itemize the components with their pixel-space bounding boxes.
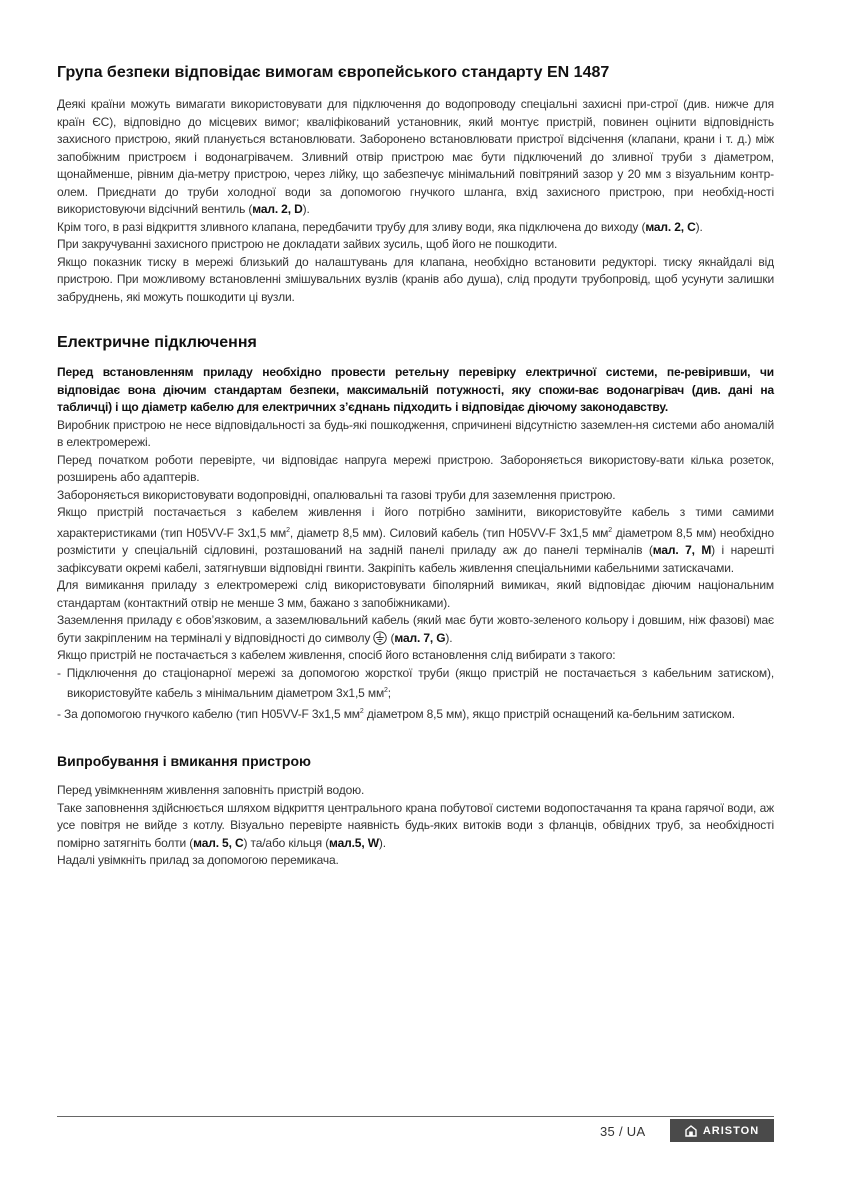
paragraph-electrical-6 <box>57 612 774 647</box>
footer-divider <box>57 1116 774 1117</box>
paragraph-safety-2 <box>57 219 774 237</box>
figure-ref: мал.5, W <box>329 835 379 850</box>
text-run: Заземлення приладу є обов’язковим, а заземлювальний кабель (який має бути жовто-зеленого кольору і довшим, ніж фазові) має бути закріпленим на терміналі у відповідності до символу <box>57 613 774 645</box>
figure-ref: мал. 7, M <box>652 543 712 557</box>
paragraph-electrical-5: Для вимикання приладу з електромережі слід використовувати біполярний вимикач, який відповідає діючим національним стандартам (контактний отвір не менше 3 мм, бажано з запобіжниками). <box>57 578 774 610</box>
text-run: ) і нарешті зафіксувати окремі кабелі, затягнувши відповідні гвинти. Закріпіть кабель живлення спеціальними кабельними затискачами. <box>57 543 774 575</box>
superscript: 2 <box>359 707 364 715</box>
superscript: 2 <box>608 526 613 534</box>
text-run: - За допомогою гнучкого кабелю (тип H05VV-F 3x1,5 мм <box>57 706 360 721</box>
paragraph-electrical-4 <box>57 504 774 577</box>
heading-electrical: Електричне підключення <box>57 334 257 351</box>
text-run: ). <box>378 835 386 850</box>
superscript: 2 <box>384 687 388 694</box>
heading-testing: Випробування і вмикання пристрою <box>57 753 311 769</box>
list-item <box>57 703 774 724</box>
text-run: діаметром 8,5 мм) необхідно розмістити у спеціальній сідловині, розташований на задній панелі приладу аж до панелі терміналів ( <box>57 525 774 557</box>
ground-symbol-icon <box>373 631 387 645</box>
text-run: ; <box>387 686 391 700</box>
text-run: діаметром 8,5 мм), якщо пристрій оснащений ка-бельним затиском. <box>363 706 735 721</box>
list-item <box>57 665 774 703</box>
brand-badge <box>670 1119 774 1142</box>
text-run: ( <box>387 630 395 645</box>
paragraph-testing-2 <box>57 800 774 853</box>
text-run: Якщо пристрій постачається з кабелем живлення і його потрібно замінити, використовуйте кабель з тими самими характеристиками (тип H05VV-F 3x1,5 мм <box>57 505 774 540</box>
paragraph-safety-4: Якщо показник тиску в мережі близький до налаштувань для клапана, необхідно встановити редукторі. тиску якнайдалі від пристрою. При можливому встановленні змішувальних вузлів (кранів або душа), слід продути трубопровід, щоб усунути залишки забруднень, які можуть пошкодити ці вузли. <box>57 254 774 304</box>
paragraph-electrical-2: Перед початком роботи перевірте, чи відповідає напруга мережі пристрою. Забороняється використову-вати кілька розеток, розширень або адаптерів. <box>57 452 774 484</box>
paragraph-electrical-3: Забороняється використовувати водопровідні, опалювальні та газові труби для заземлення пристрою. <box>57 487 616 502</box>
text-run: - Підключення до стаціонарної мережі за допомогою жорсткої труби (якщо пристрій не постачається з кабельним затиском), використовуйте кабель з мінімальним діаметром 3x1,5 мм <box>57 665 774 700</box>
heading-safety-group: Група безпеки відповідає вимогам європейського стандарту EN 1487 <box>57 64 610 81</box>
ariston-logo-icon <box>685 1125 697 1137</box>
paragraph-safety-1 <box>57 96 774 219</box>
text-run: Крім того, в разі відкриття зливного клапана, передбачити трубу для зливу води, яка підключена до виходу ( <box>57 219 646 234</box>
text-run: Таке заповнення здійснюється шляхом відкриття центрального крана побутової системи водопостачання та крана гарячої води, аж усе повітря не вийде з котлу. Візуально перевірте наявність будь-яких витоків води з фланців, обвідних труб, за необхідності помірно затягніть болти ( <box>57 800 774 850</box>
figure-ref: мал. 7, G <box>394 630 446 645</box>
figure-ref: мал. 2, C <box>645 219 696 234</box>
text-run: ). <box>445 630 453 645</box>
paragraph-testing-1: Перед увімкненням живлення заповніть пристрій водою. <box>57 783 365 797</box>
page-content <box>57 62 774 870</box>
superscript: 2 <box>286 526 290 534</box>
text-run: , діаметр 8,5 мм). Силовий кабель (тип H05VV-F 3x1,5 мм <box>289 525 609 540</box>
text-run: Деякі країни можуть вимагати використовувати для підключення до водопроводу спеціальні захисні при-строї (див. нижче для країн ЄС), відповідно до місцевих вимог; кваліфікований установник, який монтує пристрій, повинен оцінити відповідність захисного пристрою, який планується встановлювати. Заборонено встановлювати пристрої відсічення (клапани, крани і т. д.) між запобіжним пристроєм і водонагрівачем. Зливний отвір пристрою має бути підключений до зливної труби з діаметром, щонайменше, рівним діа-метру пристрою, через лійку, що забезпечує мінімальний повітряний зазор у 20 мм з візуальним контр- олем. Приєднати до труби холодної води за допомогою гнучкого шланга, вхід захисного пристрою, при необхід-ності використовуючи відсічний вентиль ( <box>57 97 774 216</box>
text-run: ). <box>695 219 703 234</box>
figure-ref: мал. 5, C <box>193 835 244 850</box>
paragraph-testing-3: Надалі увімкніть прилад за допомогою перемикача. <box>57 853 339 867</box>
paragraph-electrical-7: Якщо пристрій не постачається з кабелем живлення, спосіб його встановлення слід вибирати з такого: <box>57 648 616 662</box>
electrical-warning: Перед встановленням приладу необхідно провести ретельну перевірку електричної системи, пе-ревіривши, чи відповідає вона діючим стандартам безпеки, максимальній потужності, яку спожи-ває водонагрівач (див. дані на табличці) і що діаметр кабелю для електричних з’єднань підходить і відповідає діючому законодавству. <box>57 365 774 414</box>
text-run: ) та/або кільця ( <box>243 835 330 850</box>
paragraph-safety-3: При закручуванні захисного пристрою не докладати зайвих зусиль, щоб його не пошкодити. <box>57 237 558 251</box>
figure-ref: мал. 2, D <box>252 202 303 216</box>
paragraph-electrical-1: Виробник пристрою не несе відповідальності за будь-які пошкодження, спричинені відсутністю заземлен-ня системи або аномалій в електромережі. <box>57 417 774 449</box>
text-run: ). <box>302 202 310 216</box>
brand-name: ARISTON <box>702 1124 760 1137</box>
page-number: 35 / UA <box>600 1124 646 1139</box>
